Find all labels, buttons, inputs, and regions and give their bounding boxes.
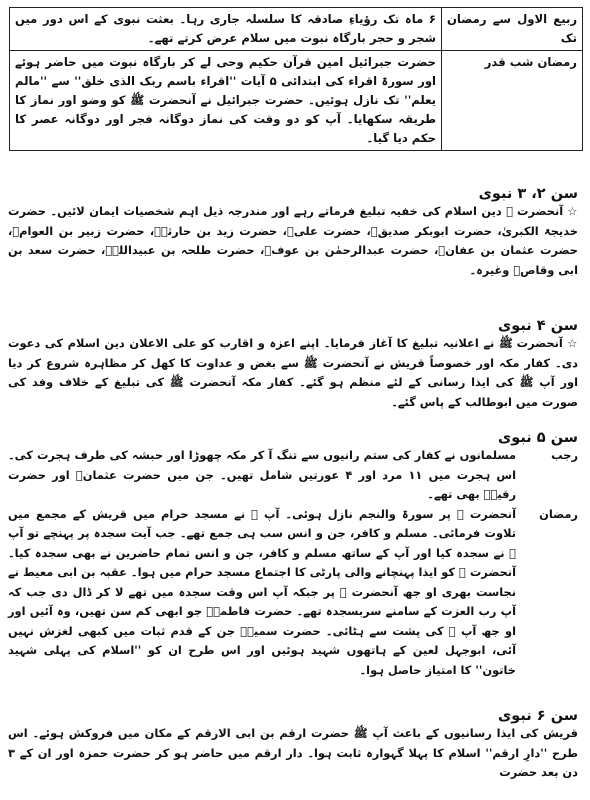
table-row-label: رمضان شب قدر: [442, 51, 583, 151]
table-row: [10, 51, 583, 151]
star-icon: ☆: [563, 204, 578, 218]
section-year-4: [8, 318, 578, 412]
section-paragraph: [8, 202, 578, 280]
section-heading: سن ۴ نبوی: [497, 318, 578, 334]
entry-row: [8, 446, 578, 505]
paragraph-text: آنحضرت ﷺ نے اعلانیہ تبلیغ کا آغاز فرمایا۔ اپنے اعزہ و اقارب کو علی الاعلان دین اسلام کی دعوت دی۔ کفار مکہ اور خصوصاً قریش نے آنحضرت ﷺ سے بغض و عداوت کا کھل کر مظاہرہ شروع کر دیا اور آپ ﷺ کی ایذا رسانی کے لئے منظم ہو گئے۔ کفار مکہ آنحضرت ﷺ کی تبلیغ کے خلاف وفد کی صورت میں ابوطالب کے پاس گئے۔: [8, 336, 578, 409]
table-row: [10, 8, 583, 51]
table-row-text: ۶ ماہ تک رؤیاءِ صادقہ کا سلسلہ جاری رہا۔ بعثت نبوی کے اس دور میں شجر و حجر بارگاہ نبوت میں سلام عرض کرتے تھے۔: [10, 8, 442, 51]
star-icon: ☆: [562, 336, 578, 350]
section-year-5: [8, 430, 578, 680]
entry-text: مسلمانوں نے کفار کی ستم رانیوں سے تنگ آ کر مکہ چھوڑا اور حبشہ کی طرف ہجرت کی۔ اس ہجرت میں ۱۱ مرد اور ۴ عورتیں شامل تھیں۔ جن میں حضرت عثمانؓ اور حضرت رقیہؓ بھی تھے۔: [8, 448, 516, 501]
section-heading: سن ۶ نبوی: [497, 708, 578, 724]
entry-text: آنحضرت ﷺ پر سورۃ والنجم نازل ہوئی۔ آپ ﷺ نے مسجد حرام میں قریش کے مجمع میں تلاوت فرمائی۔ مسلم و کافر، جن و انس سب ہی جمع تھے۔ جب آیت سجدہ پر پہنچے تو آپ ﷺ نے سجدہ کیا اور آپ کے ساتھ مسلم و کافر، جن و انس تمام حاضرین نے بھی سجدہ کیا۔ آنحضرت ﷺ کو ایذا پہنچانے والی پارٹی کا اجتماع مسجد حرام میں ہوا۔ عقبہ بن ابی معیط نے نجاست بھری او جھ آنحضرت ﷺ پر جبکہ آپ اس وقت سجدہ میں تھے لا کر ڈال دی جب کہ آپ رب العزت کے سامنے سربسجدہ تھے۔ حضرت فاطمہؓ جو ابھی کم سن تھیں، وہ آئیں اور او جھ آپ ﷺ کی پشت سے ہٹائی۔ حضرت سمیہؓ جن کے قدم ثبات میں کبھی لغزش نہیں آئی، ابوجہل لعین کے ہاتھوں شہید ہوئیں اور اس طرح ان کو ''اسلام کی پہلی شہید خاتون'' کا امتیاز حاصل ہوا۔: [8, 506, 516, 677]
section-paragraph: [8, 334, 578, 412]
section-year-2-3: [8, 186, 578, 280]
section-heading: سن ۵ نبوی: [497, 430, 578, 446]
table-row-text: حضرت جبرائیل امین قرآن حکیم وحی لے کر بارگاہ نبوت میں حاضر ہوئے اور سورۃ اقراء کی ابتدائی ۵ آیات ''اقراء باسم ربک الذی خلق'' سے ''مالم یعلم'' تک نازل ہوئیں۔ حضرت جبرائیل نے آنحضرت ﷺ کو وضو اور نماز کا طریقہ سکھایا۔ آپ کو دو وقت کی نماز دوگانہ فجر اور دوگانہ عصر کا حکم دیا گیا۔: [10, 51, 442, 151]
section-paragraph: قریش کی ایذا رسانیوں کے باعث آپ ﷺ حضرت ارقم بن ابی الارقم کے مکان میں فروکش ہوئے۔ اس طرح ''دارِ ارقم'' اسلام کا پہلا گہوارہ ثابت ہوا۔ دار ارقم میں حاضر ہو کر حضرت حمزہ اور ان کے ۳ دن بعد حضرت: [8, 726, 578, 779]
section-heading: سن ۲، ۳ نبوی: [478, 186, 578, 202]
table-row-label: ربیع الاول سے رمضان تک: [442, 8, 583, 51]
paragraph-text: آنحضرت ﷺ دین اسلام کی خفیہ تبلیغ فرماتے رہے اور مندرجہ ذیل اہم شخصیات ایمان لائیں۔ حضرت خدیجۃ الکبریٰ، حضرت ابوبکر صدیقؓ، حضرت علیؓ، حضرت زید بن حارثہؓ، حضرت زبیر بن العوامؓ، حضرت عثمان بن عفانؓ، حضرت عبدالرحمٰن بن عوفؓ، حضرت طلحہ بن عبیداللہؓ، حضرت سعد بن ابی وقاصؓ وغیرہ۔: [8, 204, 578, 277]
timeline-table: [9, 7, 583, 151]
section-year-6: [8, 708, 578, 783]
entry-row: [8, 505, 578, 681]
entry-label: رجب: [551, 448, 578, 462]
entry-label: رمضان: [539, 506, 578, 521]
